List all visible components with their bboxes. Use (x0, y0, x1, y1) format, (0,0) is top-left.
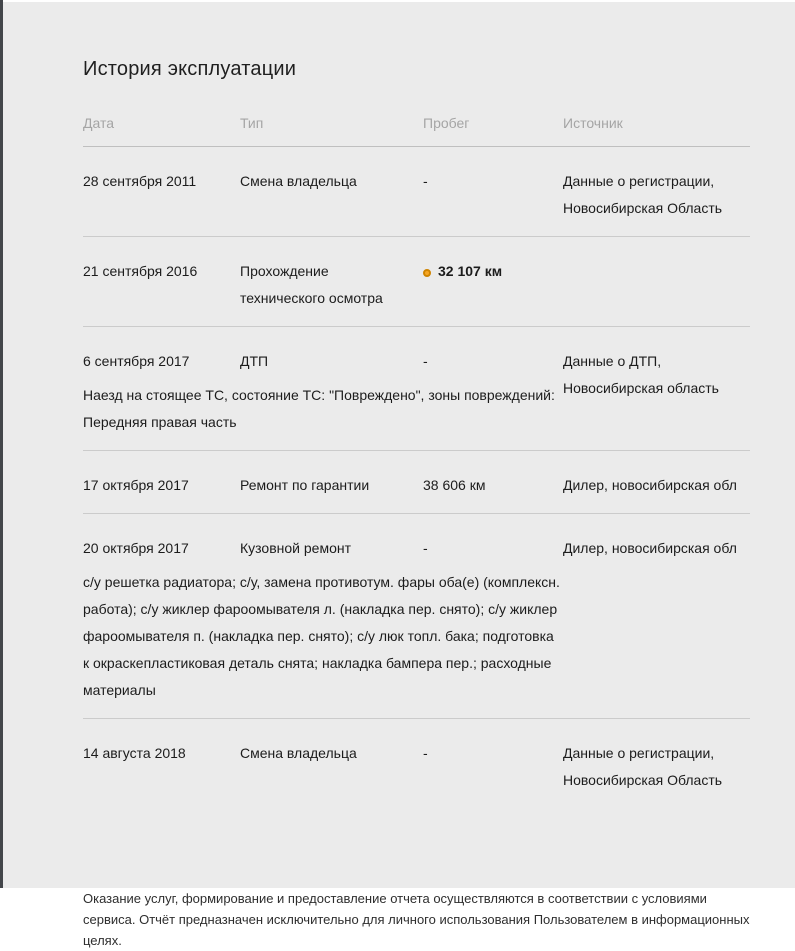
row-date: 6 сентября 2017 (83, 353, 190, 369)
table-header-row (83, 115, 750, 147)
row-mileage (423, 472, 563, 499)
row-source: Данные о регистрации, Новосибирская Область (563, 745, 723, 788)
table-row (83, 514, 750, 719)
column-header-mileage: Пробег (423, 115, 470, 131)
row-mileage (423, 535, 563, 562)
row-source: Дилер, новосибирская обл (563, 477, 737, 493)
row-description: с/у решетка радиатора; с/у, замена противотум. фары оба(е) (комплексн. работа); с/у жиклер фароомывателя л. (накладка пер. снято); с/у жиклер фароомывателя п. (накладка пер. снято); с/у люк топл. бака; подготовка к окраскепластиковая деталь снята; накладка бампера пер.; расходные материалы (83, 574, 560, 698)
disclaimer-text: Оказание услуг, формирование и предоставление отчета осуществляются в соответствии с условиями сервиса. Отчёт предназначен исключительно для личного использования Пользователем в информационных целях. (83, 891, 750, 948)
page-title: История эксплуатации (83, 58, 297, 80)
column-header-source: Источник (563, 115, 623, 131)
row-date: 20 октября 2017 (83, 540, 189, 556)
row-source (563, 258, 750, 312)
row-mileage-value: 32 107 км (438, 263, 503, 279)
row-mileage-value: - (423, 173, 428, 189)
mileage-warning-icon (423, 269, 431, 277)
row-date: 14 августа 2018 (83, 745, 186, 761)
row-type: Прохождение технического осмотра (240, 263, 383, 306)
row-description: Наезд на стоящее ТС, состояние ТС: "Повреждено", зоны повреждений: Передняя правая часть (83, 387, 555, 430)
history-table (83, 115, 750, 808)
column-header-type: Тип (240, 115, 264, 131)
row-source: Дилер, новосибирская обл (563, 540, 737, 556)
row-type: ДТП (240, 353, 269, 369)
row-mileage-value: 38 606 км (423, 477, 486, 493)
row-type: Кузовной ремонт (240, 540, 351, 556)
row-mileage (423, 168, 563, 222)
row-mileage-value: - (423, 540, 428, 556)
table-row (83, 719, 750, 808)
table-row (83, 147, 750, 237)
row-date: 17 октября 2017 (83, 477, 189, 493)
history-table-body (83, 147, 750, 808)
row-type: Ремонт по гарантии (240, 477, 370, 493)
table-row (83, 451, 750, 514)
table-row (83, 327, 750, 451)
row-source: Данные о регистрации, Новосибирская Область (563, 173, 723, 216)
row-type: Смена владельца (240, 745, 357, 761)
row-date: 21 сентября 2016 (83, 263, 198, 279)
left-edge-bar (0, 0, 3, 888)
row-mileage (423, 740, 563, 794)
row-mileage (423, 348, 563, 375)
row-date: 28 сентября 2011 (83, 173, 197, 189)
column-header-date: Дата (83, 115, 115, 131)
table-row (83, 237, 750, 327)
top-divider (3, 0, 795, 2)
row-mileage (423, 258, 563, 312)
row-source: Данные о ДТП, Новосибирская область (563, 353, 719, 396)
row-type: Смена владельца (240, 173, 357, 189)
row-mileage-value: - (423, 745, 428, 761)
row-mileage-value: - (423, 353, 428, 369)
